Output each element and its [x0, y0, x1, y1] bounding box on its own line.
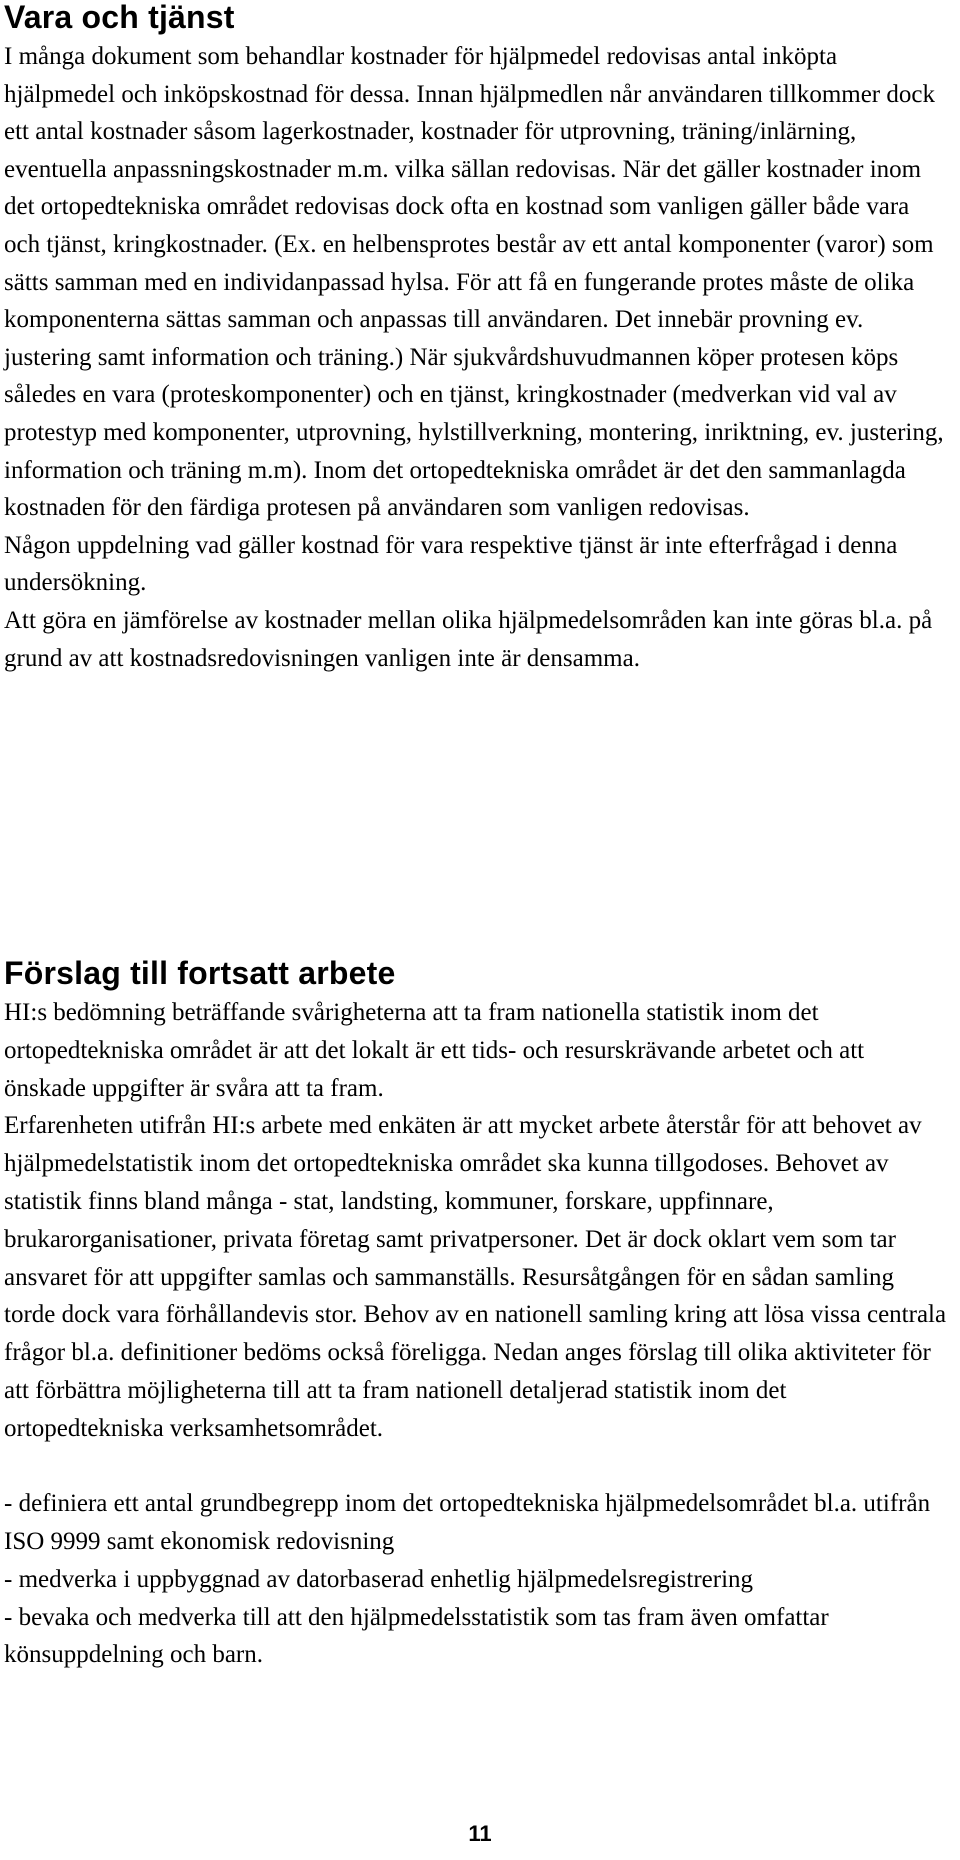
- section-vara-och-tjanst: [4, 0, 948, 677]
- section-heading: Förslag till fortsatt arbete: [4, 955, 396, 991]
- body-paragraph: HI:s bedömning beträffande svårigheterna att ta fram nationella statistik inom det ortopedtekniska området är att det lokalt är ett tids- och resurskrävande arbetet och att önskade uppgifter är svåra att ta fram.: [4, 999, 865, 1102]
- list-item: - definiera ett antal grundbegrepp inom det ortopedtekniska hjälpmedelsområdet bl.a. utifrån ISO 9999 samt ekonomisk redovisning: [4, 1490, 931, 1555]
- body-paragraph: Att göra en jämförelse av kostnader mellan olika hjälpmedelsområden kan inte göras bl.a. på grund av att kostnadsredovisningen vanligen inte är densamma.: [4, 606, 933, 672]
- body-paragraph: Någon uppdelning vad gäller kostnad för vara respektive tjänst är inte efterfrågad i denna undersökning.: [4, 531, 898, 597]
- section-heading: Vara och tjänst: [4, 0, 235, 35]
- section-forslag-till-fortsatt-arbete: [4, 956, 948, 1674]
- body-paragraph: Erfarenheten utifrån HI:s arbete med enkäten är att mycket arbete återstår för att behovet av hjälpmedelstatistik inom det ortopedtekniska området ska kunna tillgodoses. Behovet av statistik finns bland många - stat, landsting, kommuner, forskare, uppfinnare, brukarorganisationer, privata företag samt privatpersoner. Det är dock oklart vem som tar ansvaret för att uppgifter samlas och sammanställs. Resursåtgången för en sådan samling torde dock vara förhållandevis stor. Behov av en nationell samling kring att lösa vissa centrala frågor bl.a. definitioner bedöms också föreligga. Nedan anges förslag till olika aktiviteter för att förbättra möjligheterna till att ta fram nationell detaljerad statistik inom det ortopedtekniska verksamhetsområdet.: [4, 1112, 947, 1442]
- list-item: - bevaka och medverka till att den hjälpmedelsstatistik som tas fram även omfattar könsuppdelning och barn.: [4, 1603, 829, 1669]
- suggestion-list: [4, 1485, 948, 1674]
- page-number: 11: [468, 1821, 492, 1846]
- paragraph-gap: [4, 1448, 948, 1486]
- body-paragraph: I många dokument som behandlar kostnader för hjälpmedel redovisas antal inköpta hjälpmedel och inköpskostnad för dessa. Innan hjälpmedlen når användaren tillkommer dock ett antal kostnader såsom lagerkostnader, kostnader för utprovning, träning/inlärning, eventuella anpassningskostnader m.m. vilka sällan redovisas. När det gäller kostnader inom det ortopedtekniska området redovisas dock ofta en kostnad som vanligen gäller både vara och tjänst, kringkostnader. (Ex. en helbensprotes består av ett antal komponenter (varor) som sätts samman med en individanpassad hylsa. För att få en fungerande protes måste de olika komponenterna sättas samman och anpassas till användaren. Det innebär provning ev. justering samt information och träning.) När sjukvårdshuvudmannen köper protesen köps således en vara (proteskomponenter) och en tjänst, kringkostnader (medverkan vid val av protestyp med komponenter, utprovning, hylstillverkning, montering, inriktning, ev. justering, information och träning m.m). Inom det ortopedtekniska området är det den sammanlagda kostnaden för den färdiga protesen på användaren som vanligen redovisas.: [4, 43, 944, 522]
- list-item: - medverka i uppbyggnad av datorbaserad enhetlig hjälpmedelsregistrering: [4, 1565, 754, 1593]
